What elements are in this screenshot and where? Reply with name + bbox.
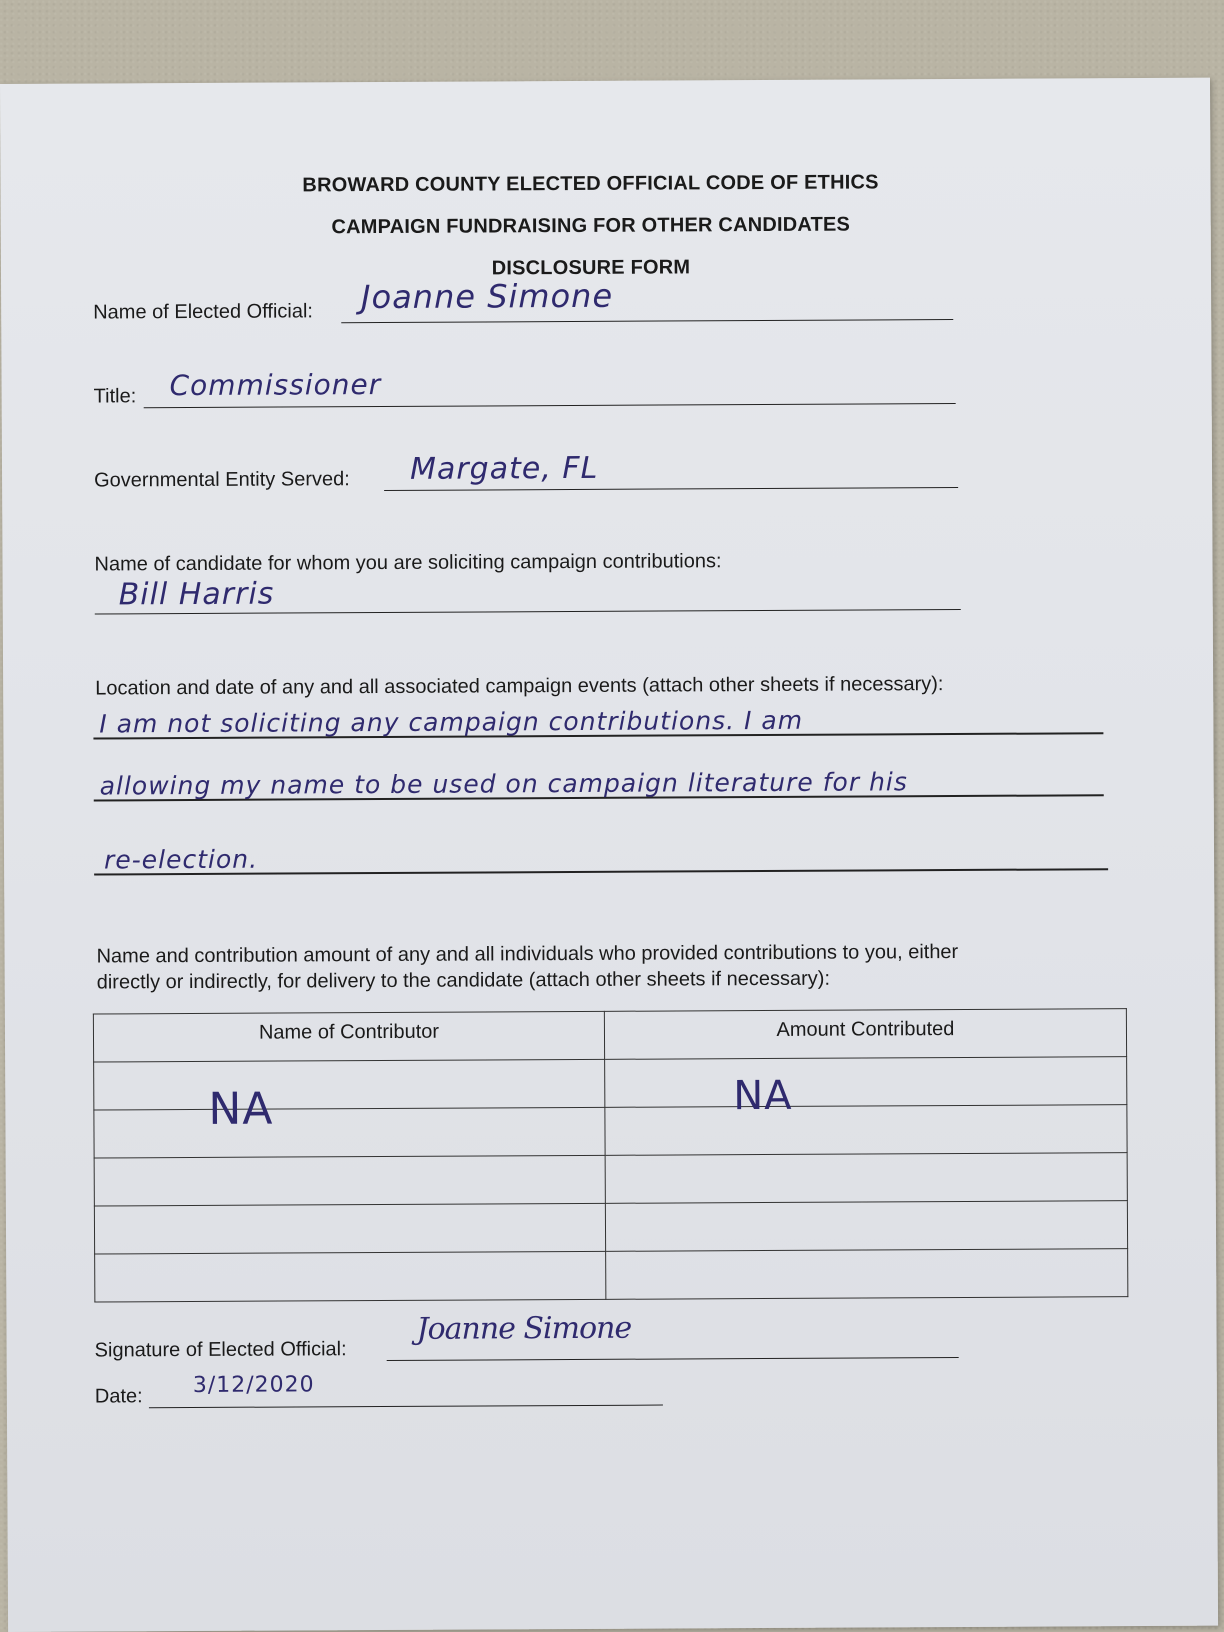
candidate-value: Bill Harris <box>118 576 275 613</box>
form-heading-disclosure: DISCLOSURE FORM <box>491 256 691 280</box>
signature-label: Signature of Elected Official: <box>94 1338 347 1362</box>
table-row <box>94 1201 1127 1254</box>
official-name-label: Name of Elected Official: <box>93 300 313 324</box>
header-contributor-name: Name of Contributor <box>93 1011 604 1062</box>
contributions-table <box>93 1008 1128 1302</box>
disclosure-form-paper <box>0 78 1218 1632</box>
candidate-label: Name of candidate for whom you are soliciting campaign contributions: <box>94 550 722 576</box>
official-name-line <box>341 319 953 323</box>
form-heading-county: BROWARD COUNTY ELECTED OFFICIAL CODE OF ETHICS <box>302 171 879 197</box>
title-value: Commissioner <box>169 368 382 403</box>
events-text-line-3: re-election. <box>103 844 259 875</box>
contributor-name-entry: NA <box>208 1083 274 1135</box>
entity-value: Margate, FL <box>409 450 599 487</box>
signature-value: Joanne Simone <box>416 1310 632 1347</box>
table-row <box>94 1105 1127 1158</box>
amount-entry: NA <box>733 1072 793 1120</box>
title-line <box>144 403 956 408</box>
header-amount-contributed: Amount Contributed <box>604 1009 1126 1060</box>
events-text-line-1: I am not soliciting any campaign contributions. I am <box>99 705 804 739</box>
date-value: 3/12/2020 <box>192 1372 315 1399</box>
signature-line <box>387 1357 959 1361</box>
events-label: Location and date of any and all associated campaign events (attach other sheets if necessary): <box>95 673 944 700</box>
table-row <box>95 1249 1128 1302</box>
table-header-row <box>93 1009 1126 1062</box>
contributions-label-line-1: Name and contribution amount of any and all individuals who provided contributions to you, either <box>96 940 959 968</box>
official-name-value: Joanne Simone <box>361 276 614 317</box>
form-heading-campaign: CAMPAIGN FUNDRAISING FOR OTHER CANDIDATES <box>331 213 851 239</box>
events-text-line-2: allowing my name to be used on campaign literature for his <box>99 767 908 801</box>
contributions-label-line-2: directly or indirectly, for delivery to the candidate (attach other sheets if necessary): <box>96 967 831 994</box>
date-line <box>149 1405 663 1409</box>
table-row <box>94 1153 1127 1206</box>
date-label: Date: <box>94 1385 143 1408</box>
title-label: Title: <box>93 385 137 408</box>
entity-label: Governmental Entity Served: <box>94 468 350 492</box>
entity-line <box>384 487 958 491</box>
